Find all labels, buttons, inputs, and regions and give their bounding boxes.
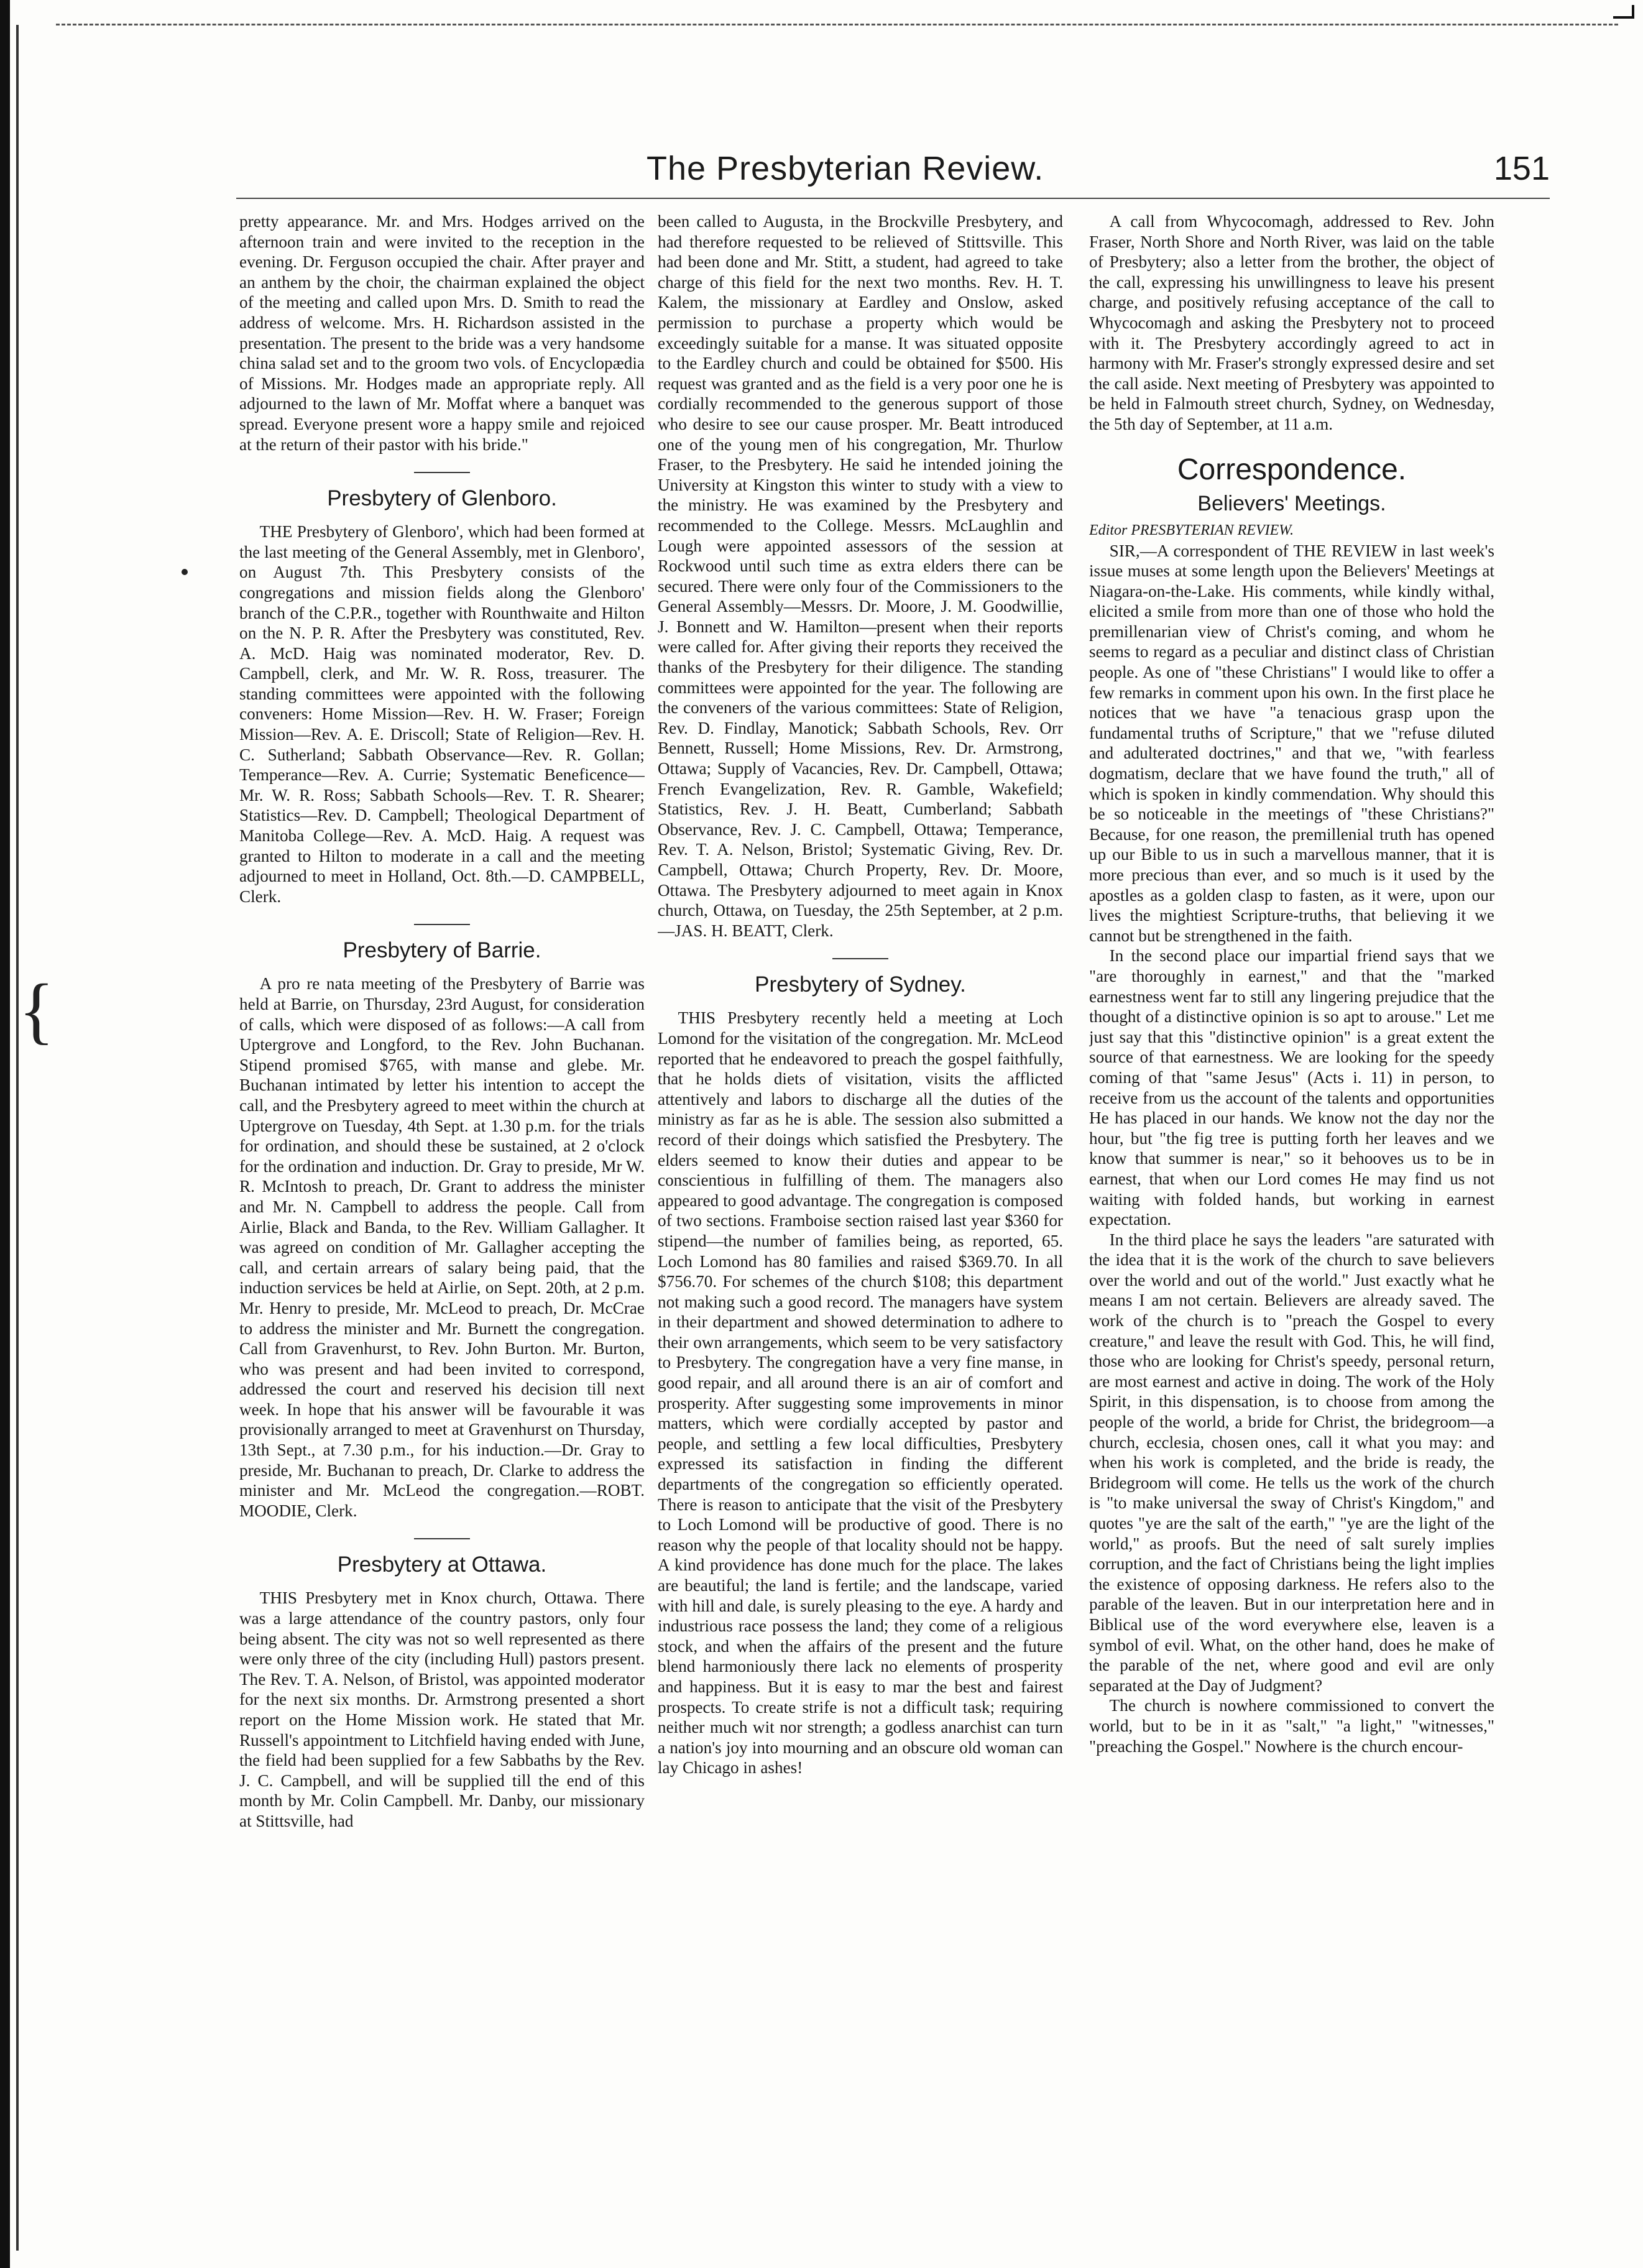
corner-crop-mark (1613, 5, 1634, 19)
letter-paragraph: The church is nowhere commissioned to convert the world, but to be in it as "salt," "a light," "witnesses," "preaching the Gospel." Nowhere is the church encour- (1089, 1696, 1494, 1756)
article-paragraph: A pro re nata meeting of the Presbytery of Barrie was held at Barrie, on Thursday, 23rd August, for consideration of calls, which were disposed of as follows:—A call from Uptergrove and Longford, to the Rev. John Buchanan. Stipend promised $765, with manse and glebe. Mr. Buchanan intimated by letter his intention to accept the call, and the Presbytery agreed to meet within the church at Uptergrove on Tuesday, 4th Sept. at 1.30 p.m. for the trials for ordination, and should these be sustained, at 2 o'clock for the ordination and induction. Dr. Gray to preside, Mr W. R. McIntosh to preach, Dr. Grant to address the minister and Mr. N. Campbell to address the people. Call from Airlie, Black and Banda, to the Rev. William Gallagher. It was agreed on condition of Mr. Gallagher accepting the call, and certain arrears of salary being paid, that the induction services be held at Airlie, on Sept. 20th, at 2 p.m. Mr. Henry to preside, Mr. McLeod to preach, Dr. McCrae to address the minister and Mr. Burnett the congregation. Call from Gravenhurst, to Rev. John Burton. Mr. Burton, who was present and had been invited to correspond, addressed the court and reserved his decision till next week. In hope that his answer will be favourable it was provisionally arranged to meet at Gravenhurst on Thursday, 13th Sept., at 7.30 p.m., for his induction.—Dr. Gray to preside, Mr. Buchanan to preach, Dr. Clarke to address the minister and Mr. McLeod the congregation.—ROBT. MOODIE, Clerk. (239, 974, 645, 1520)
section-separator (414, 924, 470, 925)
margin-bracket-mark: { (19, 969, 55, 1051)
page-header (236, 149, 1550, 199)
letter-paragraph: SIR,—A correspondent of THE REVIEW in last week's issue muses at some length upon the Believers' Meetings at Niagara-on-the-Lake. His comments, while kindly withal, elicited a smile from more than one of those who hold the premillenarian view of Christ's coming, and whom he seems to regard as a peculiar and distinct class of Christian people. As one of "these Christians" I would like to offer a few remarks in comment upon his own. In the first place he notices that we have "a tenacious grasp upon the fundamental truths of Scripture," that we "refuse diluted and adulterated doctrines," and that we, "with fearless dogmatism, declare that we have found the truth," all of which is spoken in kindly commendation. Why should this be so noticeable in the meetings of "these Christians?" Because, for one reason, the premillenial truth has opened up our Bible to us in such a marvellous manner, that it is more precious than ever, and so much is it used by the apostles as a golden clasp to fasten, as it were, upon our lives the mightiest Scripture-truths, that believing it we cannot but be strengthened in the faith. (1089, 541, 1494, 945)
article-paragraph: THIS Presbytery recently held a meeting at Loch Lomond for the visitation of the congregation. Mr. McLeod reported that he endeavored to preach the gospel faithfully, that he holds diets of visitation, visits the afflicted attentively and labors to discharge all the duties of the ministry as far as he is able. The session also submitted a record of their doings which satisfied the Presbytery. The elders seemed to know their duties and appear to be conscientious in fulfilling of them. The managers also appeared to good advantage. The congregation is composed of two sections. Framboise section raised last year $360 for stipend—the number of families being, as reported, 65. Loch Lomond has 80 families and raised $369.70. In all $756.70. For schemes of the church $108; this department not making such a good record. The managers have system in their department and showed determination to adhere to their own arrangements, which seem to be very satisfactory to Presbytery. The congregation have a very fine manse, in good repair, and all around there is an air of comfort and prosperity. After suggesting some improvements in minor matters, which were cordially accepted by pastor and people, and settling a few local difficulties, Presbytery expressed its satisfaction in finding the different departments of the congregation so efficiently operated. There is reason to anticipate that the visit of the Presbytery to Loch Lomond will be productive of good. There is no reason why the people of that locality should not be happy. A kind providence has done much for the place. The lakes are beautiful; the land is fertile; and the landscape, varied with hill and dale, is surely pleasing to the eye. A hardy and industrious race possess the land; they come of a religious stock, and when the affairs of the present and the future blend harmoniously there lack no elements of prosperity and happiness. But it is easy to mar the best and fairest prospects. To create strife is not a difficult task; requiring neither much wit nor strength; a godless anarchist can turn a nation's joy into mourning and an obscure old woman can lay Chicago in ashes! (658, 1008, 1063, 1777)
section-separator (414, 472, 470, 473)
column-3 (1089, 211, 1494, 2257)
column-1 (239, 211, 645, 2257)
editor-salutation: Editor PRESBYTERIAN REVIEW. (1089, 522, 1294, 538)
top-dashed-rule (56, 24, 1618, 27)
section-separator (832, 958, 888, 959)
header-rule (236, 198, 1550, 199)
letter-heading: Believers' Meetings. (1197, 492, 1386, 516)
section-heading-major: Correspondence. (1177, 453, 1407, 486)
column-2 (658, 211, 1063, 2257)
page-number: 151 (1493, 150, 1550, 187)
section-heading: Presbytery of Glenboro. (327, 486, 557, 511)
section-heading: Presbytery of Barrie. (343, 938, 541, 963)
letter-paragraph: In the third place he says the leaders "are saturated with the idea that it is the work of the church to save believers over the world and out of the world." Just exactly what he means I am not certain. Believers are already saved. The work of the church is to "preach the Gospel to every creature," and leave the result with God. This, he will find, those who are looking for Christ's speedy, personal return, are most earnest and active in doing. The work of the Holy Spirit, in this dispensation, is to choose from among the people of the world, a bride for Christ, the bridegroom—a church, ecclesia, chosen ones, call it what you may: and when his work is completed, and the bride is ready, the Bridegroom will come. He tells us the work of the church is "to make universal the sway of Christ's Kingdom," and quotes "ye are the salt of the earth," "ye are the light of the world," as proofs. But the need of salt surely implies corruption, and the fact of Christians being the light implies the existence of opposing darkness. He refers also to the parable of the leaven. But in our interpretation here and in Biblical use of the word everywhere else, leaven is a symbol of evil. What, on the other hand, does he make of the parable of the net, where good and evil are only separated at the Day of Judgment? (1089, 1230, 1494, 1695)
section-heading: Presbytery of Sydney. (755, 972, 966, 997)
margin-dot-mark (182, 569, 188, 575)
journal-title: The Presbyterian Review. (647, 150, 1044, 187)
article-paragraph: THE Presbytery of Glenboro', which had been formed at the last meeting of the General Assembly, met in Glenboro', on August 7th. This Presbytery consists of the congregations and mission fields along the Glenboro' branch of the C.P.R., together with Rounthwaite and Hilton on the N. P. R. After the Presbytery was constituted, Rev. A. McD. Haig was nominated moderator, Rev. D. Campbell, clerk, and Mr. W. R. Ross, treasurer. The standing committees were appointed with the following conveners: Home Mission—Rev. H. W. Fraser; Foreign Mission—Rev. A. E. Driscoll; State of Religion—Rev. H. C. Sutherland; Sabbath Observance—Rev. R. Gollan; Temperance—Rev. A. Currie; Systematic Beneficence—Mr. W. R. Ross; Sabbath Schools—Rev. T. R. Shearer; Statistics—Rev. D. Campbell; Theological Department of Manitoba College—Rev. A. McD. Haig. A request was granted to Hilton to moderate in a call and the meeting adjourned to meet in Holland, Oct. 8th.—D. CAMPBELL, Clerk. (239, 522, 645, 906)
left-border-thin (16, 25, 19, 2251)
letter-paragraph: In the second place our impartial friend says that we "are thoroughly in earnest," and that the "marked earnestness went far to still any lingering prejudice that the thought of a distinctive opinion is so apt to arouse." Let me just say that this "distinctive opinion" is a great extent the source of that earnestness. We are looking for the speedy coming of that "same Jesus" (Acts i. 11) in person, to receive from us the account of the talents and opportunities He has placed in our hands. We know not the day nor the hour, but "the fig tree is putting forth her leaves and we know that summer is near," so it behooves us to be in earnest, that when our Lord comes He may find us not waiting with folded hands, but working in earnest expectation. (1089, 946, 1494, 1229)
article-paragraph: pretty appearance. Mr. and Mrs. Hodges arrived on the afternoon train and were invited to the reception in the evening. Dr. Ferguson occupied the chair. After prayer and an anthem by the choir, the chairman explained the object of the meeting and called upon Mrs. D. Smith to read the address of welcome. Mrs. H. Richardson assisted in the presentation. The present to the bride was a very handsome china salad set and to the groom two vols. of Encyclopædia of Missions. Mr. Hodges made an appropriate reply. All adjourned to the lawn of Mr. Moffat where a banquet was spread. Everyone present wore a happy smile and rejoiced at the return of their pastor with his bride." (239, 212, 645, 454)
article-paragraph: been called to Augusta, in the Brockville Presbytery, and had therefore requested to be relieved of Stittsville. This had been done and Mr. Stitt, a student, had agreed to take charge of this field for the next two months. Rev. H. T. Kalem, the missionary at Eardley and Onslow, asked permission to purchase a property which would be exceedingly suitable for a manse. It was situated opposite to the Eardley church and could be obtained for $500. His request was granted and as the field is a very poor one he is cordially recommended to the generous support of those who desire to see our cause prosper. Mr. Beatt introduced one of the young men of his congregation, Mr. Thurlow Fraser, to the Presbytery. He said he intended joining the University at Kingston this winter to study with a view to the ministry. He was examined by the Presbytery and recommended to the College. Messrs. McLaughlin and Lough were appointed assessors of the session at Rockwood until such time as extra elders there can be secured. There were only four of the Commissioners to the General Assembly—Messrs. Dr. Moore, J. M. Goodwillie, J. Bonnett and W. Hamilton—present when their reports were called for. After giving their reports they received the thanks of the Presbytery for their diligence. The standing committees were appointed for the year. The following are the conveners of the various committees: State of Religion, Rev. D. Findlay, Manotick; Sabbath Schools, Rev. Orr Bennett, Russell; Home Missions, Rev. Dr. Armstrong, Ottawa; Supply of Vacancies, Rev. Dr. Campbell, Ottawa; French Evangelization, Rev. R. Gamble, Wakefield; Statistics, Rev. J. H. Beatt, Cumberland; Sabbath Observance, Rev. J. C. Campbell, Ottawa; Temperance, Rev. T. A. Nelson, Bristol; Systematic Giving, Rev. Dr. Campbell, Ottawa; Church Property, Rev. Dr. Moore, Ottawa. The Presbytery adjourned to meet again in Knox church, Ottawa, on Tuesday, the 25th September, at 2 p.m.—JAS. H. BEATT, Clerk. (658, 212, 1063, 940)
section-separator (414, 1538, 470, 1539)
section-heading: Presbytery at Ottawa. (337, 1552, 547, 1577)
article-paragraph: THIS Presbytery met in Knox church, Ottawa. There was a large attendance of the country pastors, only four being absent. The city was not so well represented as there were only three of the city (including Hull) pastors present. The Rev. T. A. Nelson, of Bristol, was appointed moderator for the next six months. Dr. Armstrong presented a short report on the Home Mission work. He stated that Mr. Russell's appointment to Litchfield having ended with June, the field had been supplied for a few Sabbaths by the Rev. J. C. Campbell, and will be supplied till the end of this month by Mr. Colin Campbell. Mr. Danby, our missionary at Stittsville, had (239, 1588, 645, 1830)
left-border (0, 0, 10, 2268)
article-paragraph: A call from Whycocomagh, addressed to Rev. John Fraser, North Shore and North River, was laid on the table of Presbytery; also a letter from the brother, the object of the call, expressing his unwillingness to leave his present charge, and positively refusing acceptance of the call to Whycocomagh and asking the Presbytery not to proceed with it. The Presbytery accordingly agreed to act in harmony with Mr. Fraser's strongly expressed desire and set the call aside. Next meeting of Presbytery was appointed to be held in Falmouth street church, Sydney, on Wednesday, the 5th day of September, at 11 a.m. (1089, 212, 1494, 433)
